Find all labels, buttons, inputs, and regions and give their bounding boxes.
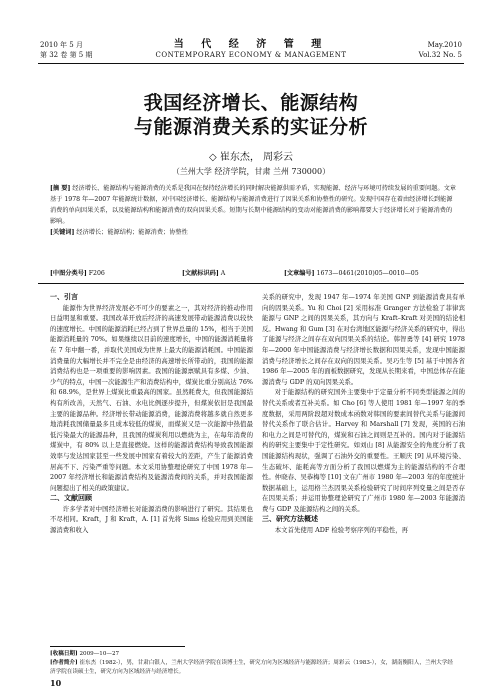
abstract-rule — [38, 283, 464, 284]
right-column — [262, 292, 465, 536]
volume-issue: 第 32 卷 第 5 期 — [40, 51, 93, 59]
section-heading-methods: 三、研究方法概述 — [262, 515, 318, 524]
abstract — [50, 183, 458, 238]
running-header — [40, 40, 462, 62]
footnote — [50, 650, 458, 677]
article-no-label: [文章编号] — [283, 270, 315, 277]
footnote-rule — [50, 646, 185, 647]
classification-line — [50, 268, 458, 277]
header-rule — [38, 63, 464, 64]
author-bio-label: [作者简介] — [50, 660, 78, 666]
affiliation: （兰州大学 经济学院，甘肃 兰州 730000） — [171, 167, 331, 176]
article-title-line-2: 与能源消费关系的实证分析 — [133, 116, 368, 138]
issue-date: 2010 年 5 月 — [40, 41, 83, 49]
keywords-label: [关键词] — [50, 229, 75, 236]
paragraph: 关系的研究中，发现 1947 年—1974 年美国 GNP 到能源消费具有单向的因果关系。Yu 和 Choi [2] 采用标准 Granger 方法检验了菲律宾能源与 GNP 之间的因果关系，其方向与 Kraft–Kraft 对美国的结论相反。Hwang 和 Gum [3] 在对台湾地区能源与经济关系的研究中，得出了能源与经济之间存在双向因果关系的结论。韩智勇等 [4] 研究 1978 年—2000 年中国能源消费与经济增长数据和因果关系，发现中国能源消费与经济增长之间存在双向的因果关系。吴巧生等 [5] 基于中国各省 1986 年—2005 年的面板数据研究，发现从长期来看，中国总体存在能源消费与 GDP 的双向因果关系。 — [262, 293, 465, 386]
received-date: 2009—10—27 — [79, 651, 120, 657]
header-center — [40, 40, 462, 60]
paragraph: 本文首先使用 ADF 检验考察序列的平稳性，再 — [274, 526, 409, 535]
journal-title-en: CONTEMPORARY ECONOMY & MANAGEMENT — [155, 51, 347, 59]
abstract-label: [摘 要] — [50, 185, 71, 192]
article-no-value: 1673—0461(2010)05—0010—05 — [316, 270, 419, 277]
page-number: 10 — [50, 678, 62, 688]
author-line: ◇ 崔东杰， 周彩云 — [208, 152, 294, 163]
left-column — [50, 292, 253, 536]
article-title-line-1: 我国经济增长、能源结构 — [143, 92, 359, 114]
section-heading-literature: 二、文献回顾 — [50, 494, 92, 503]
received-label: [收稿日期] — [50, 651, 78, 657]
paragraph: 对于能源结构的研究国外主要集中于定量分析不同类型能源之间的替代关系或者互补关系。如 Cho [6] 等人使用 1981 年—1997 年的季度数据，采用两阶段超对数成本函数对韩国的要素间替代关系与能源间替代关系作了联合估计。Harvey 和 Marshall [7] 发现，英国的石油和电力之间是可替代的，煤炭和石油之间则是互补的。国内对于能源结构的研究主要集中于定性研究。如刘山 [8] 从能源安全的角度分析了我国能源结构现状，强调了石油外交的重要性。王顺庆 [9] 从环境污染、生态破坏、能耗高等方面分析了我国以燃煤为主的能源结构的不合理性。仲晓春、吴恭梅等 [10] 文在广州市 1980 年—2003 年的年度统计数据基础上，运用格兰杰因果关系检验研究了时间序列变量之间是否存在因果关系；并运用协整理论研究了广州市 1980 年—2003 年能源消费与 GDP 及能源结构之间的关系。 — [262, 388, 465, 513]
author-bio: 崔东杰（1982-），男，甘肃白银人，兰州大学经济学院在读博士生，研究方向为区域经济与能源经济；周彩云（1983-），女，湖南衡阳人，兰州大学经济学院在读硕士生，研究方向为区域经济与经济增长。 — [50, 660, 453, 675]
clc-value: F206 — [88, 270, 105, 277]
doc-code-value: A — [220, 270, 226, 277]
header-right — [419, 40, 462, 60]
paragraph: 许多学者对中国经济增长对能源消费的影响进行了研究。其结果也不尽相同。Kraft，J 和 Kraft，A. [1] 首先将 Sims 检验应用到美国能源消费和收入 — [50, 504, 253, 535]
section-heading-introduction: 一、引言 — [50, 293, 78, 301]
clc-label: [中图分类号] — [50, 270, 87, 277]
paragraph: 能源作为世界经济发展必不可少的要素之一，其对经济的推动作用日益明显和重要。我国改革开放后经济的高速发展带动能源消费以较快的速度增长。中国的能源消耗已经占到了世界总量的 15%，相当于美国能源消耗量的 70%。如果继续以目前的速度增长，中国的能源消耗量将在 7 年中翻一番，并取代美国成为世界上最大的能源消耗国。中国能源消费量的大幅增长并不完全是由经济的高速增长所带动的，我国的能源消费结构也是一项重要的影响因素。我国的能源禀赋具有多煤、少油、少气的特点，中国一次能源生产和消费结构中，煤炭比重分别高达 76% 和 68.9%，是世界上煤炭比重最高的国家。虽然耗费大，但我国能源结构有所改善，天然气、石油、水电比例逐步提升，但煤炭依旧是我国最主要的能源品种。经济增长带动能源消费，能源消费将越多就自然更多地消耗我国储量最多且成本较低的煤炭，而煤炭又是一次能源中热值最低污染最大的能源品种，且我国的煤炭利用以燃烧为主，在每年消费的煤炭中，有 80% 以上是直接燃烧。这样的能源消费结构导致我国能源效率与发达国家甚至一些发展中国家有着较大的差距，产生了能源消费居高不下、污染严重等问题。本文采用协整理论研究了中国 1978 年—2007 年经济增长和能源消费结构及能源消费间的关系，并对我国能源问题提出了相关的政策建议。 — [50, 303, 253, 492]
issue-date-en: May.2010 — [427, 41, 462, 49]
volume-issue-en: Vol.32 No. 5 — [418, 51, 462, 59]
keywords-text: 经济增长；能源结构；能源消费；协整性 — [76, 229, 188, 236]
abstract-text: 经济增长、能源结构与能源消费的关系是我国在保持经济增长的同时解决能源供需矛盾，实现能源、经济与环境可持续发展的重要问题。文章基于 1978 年—2007 年能源统计数据，对中国经济增长、能源结构与能源消费进行了因果关系和协整性的研究。发现中国存在着由经济增长到能源消费的单向因果关系，以及能源结构和能源消费的双向因果关系。短期与长期中能源结构的变动对能源消费的影响都要大于经济增长对于能源消费的影响。 — [50, 185, 456, 225]
doc-code-label: [文献标识码] — [181, 270, 219, 277]
journal-title-cn: 当 代 经 济 管 理 — [173, 39, 329, 50]
